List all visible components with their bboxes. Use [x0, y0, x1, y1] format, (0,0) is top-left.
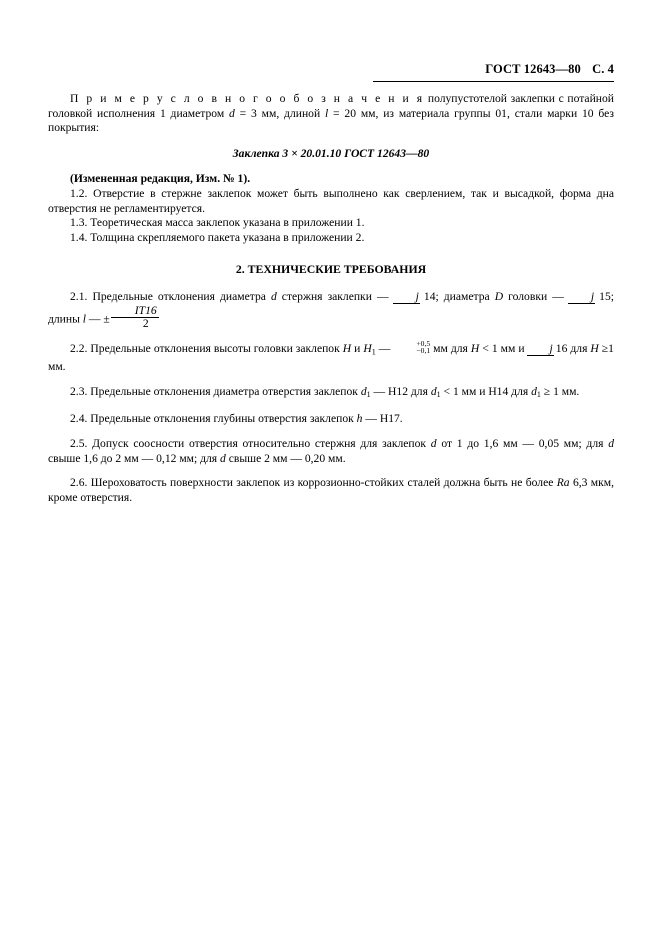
- clause-2-1-b: стержня заклепки —: [276, 289, 394, 303]
- symbol-H1: H: [363, 342, 372, 356]
- symbol-H: H: [342, 342, 352, 356]
- clause-2-2: [48, 340, 614, 375]
- fraction-it16-2: [111, 305, 159, 330]
- clause-2-2-c: —: [375, 342, 394, 356]
- clause-1-4: 1.4. Толщина скрепляемого пакета указана в приложении 2.: [70, 230, 365, 244]
- revision-note: (Измененная редакция, Изм. № 1).: [70, 172, 251, 186]
- clause-2-1: [48, 290, 614, 330]
- clause-2-1-a: 2.1. Предельные отклонения диаметра: [70, 289, 271, 303]
- example-eq2: = 20 мм, из материала группы 01, стали марки 10 без покрытия:: [48, 106, 615, 135]
- symbol-d1-c: d: [531, 384, 537, 398]
- page-header: [48, 62, 614, 77]
- clause-2-2-b: и: [351, 342, 364, 356]
- symbol-D: D: [494, 289, 504, 303]
- clause-2-5-e: свыше 2 мм — 0,20 мм.: [225, 451, 346, 465]
- tolerance-lower: −0,1: [416, 346, 431, 356]
- symbol-H1-sub: 1: [371, 347, 376, 357]
- clause-2-5-a: 2.5. Допуск соосности отверстия относительно стержня для заклепок: [70, 436, 431, 450]
- symbol-Ra: Ra: [556, 476, 570, 490]
- clause-2-3-c: < 1 мм и Н14 для: [440, 384, 532, 398]
- clause-2-2-a: 2.2. Предельные отклонения высоты головки заклепок: [70, 342, 343, 356]
- example-intro-rest-1: полупустотелой заклепки с потайной головкой исполнения 1 диаметром: [48, 92, 614, 120]
- clause-2-6: [48, 476, 614, 505]
- clause-2-1-e: головки —: [503, 289, 569, 303]
- section-heading: 2. ТЕХНИЧЕСКИЕ ТРЕБОВАНИЯ: [235, 262, 427, 277]
- clause-1-3: 1.3. Теоретическая масса заклепок указана в приложении 1.: [70, 216, 365, 230]
- clause-2-6-a: 2.6. Шероховатость поверхности заклепок из коррозионно-стойких сталей должна быть не более: [70, 476, 557, 490]
- fraction-numerator: IT16: [134, 303, 157, 317]
- header-divider: [373, 81, 614, 82]
- fraction-denominator: 2: [111, 317, 159, 330]
- symbol-d-a: d: [430, 436, 437, 450]
- symbol-l: l: [82, 311, 87, 325]
- symbol-d1: d: [360, 384, 367, 398]
- clause-2-1-g: — ±: [86, 311, 110, 325]
- clause-2-3-b: — Н12 для: [370, 384, 431, 398]
- symbol-d-b: d: [608, 436, 614, 450]
- symbol-js-1: j: [394, 290, 419, 305]
- clause-2-2-d: мм для: [430, 342, 471, 356]
- clause-2-3-d: ≥ 1 мм.: [540, 384, 580, 398]
- symbol-d1-sub: 1: [366, 389, 371, 399]
- clause-2-3: [48, 385, 614, 403]
- clause-2-5-b: от 1 до 1,6 мм — 0,05 мм; для: [436, 436, 609, 450]
- clause-2-5: [48, 437, 614, 466]
- symbol-d1-c-sub: 1: [536, 389, 541, 399]
- clause-2-1-f: 15; длины: [48, 289, 614, 325]
- example-intro-spaced: П р и м е р у с л о в н о г о о б о з н а ч е н и я: [70, 92, 425, 105]
- symbol-H-2: H: [470, 342, 480, 356]
- clause-2-1-c: 14; диаметра: [418, 289, 495, 303]
- page-number: С. 4: [592, 62, 614, 76]
- tolerance-values: [394, 340, 430, 355]
- clause-2-2-g: ≥1 мм.: [48, 342, 614, 373]
- symbol-d1-b: d: [430, 384, 437, 398]
- symbol-d1-b-sub: 1: [436, 389, 441, 399]
- clause-2-2-e: < 1 мм и: [479, 342, 528, 356]
- symbol-js-3: j: [528, 342, 553, 357]
- example-designation: Заклепка 3 × 20.01.10 ГОСТ 12643—80: [232, 146, 430, 160]
- clause-2-5-c: свыше 1,6 до 2 мм — 0,12 мм; для: [48, 451, 221, 465]
- clause-2-2-f: 16 для: [552, 342, 591, 356]
- symbol-h: h: [356, 412, 363, 426]
- symbol-H-3: H: [590, 342, 599, 356]
- symbol-l: l: [324, 106, 329, 120]
- example-paragraph: [48, 92, 614, 136]
- document-body: [48, 92, 614, 505]
- clause-2-3-a: 2.3. Предельные отклонения диаметра отверстия заклепок: [70, 384, 361, 398]
- clause-1-2: 1.2. Отверстие в стержне заклепок может быть выполнено как сверлением, так и высадкой, форма дна отверстия не регламентируется.: [48, 186, 614, 215]
- symbol-d: d: [229, 106, 235, 120]
- tolerance-upper: +0,5: [416, 338, 431, 348]
- example-eq1: = 3 мм, длиной: [234, 106, 325, 120]
- clause-2-4-b: — Н17.: [362, 412, 403, 426]
- symbol-js-2: j: [569, 290, 594, 305]
- symbol-d-c: d: [220, 451, 226, 465]
- symbol-d: d: [270, 289, 277, 303]
- clause-2-6-b: 6,3 мкм, кроме отверстия.: [48, 476, 614, 504]
- clause-2-4: [48, 412, 614, 427]
- clause-2-4-a: 2.4. Предельные отклонения глубины отверстия заклепок: [70, 412, 357, 426]
- standard-number: ГОСТ 12643—80: [485, 62, 581, 76]
